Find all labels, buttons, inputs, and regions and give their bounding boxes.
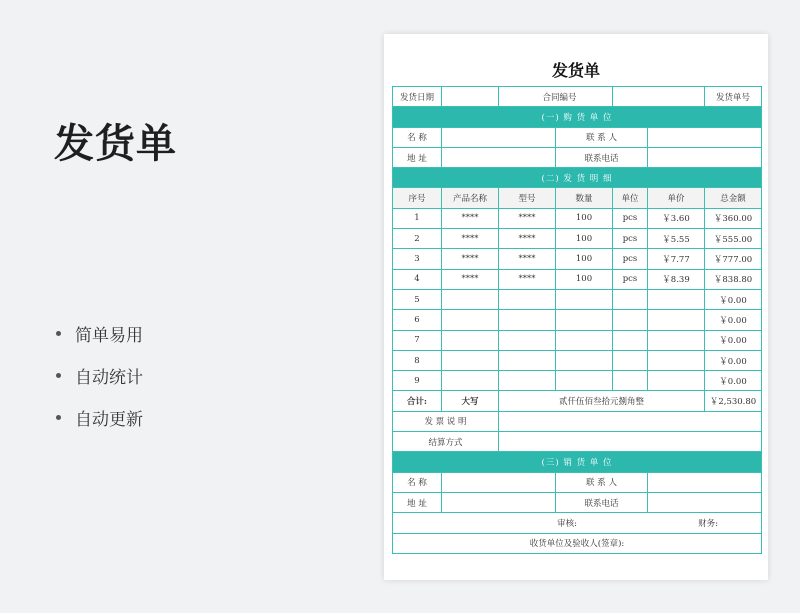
seller-contact-label: 联 系 人 [556,472,648,492]
column-header: 数量 [556,188,613,208]
feature-item [56,396,143,438]
total-label: 合计: [393,391,442,411]
finance-label: 财务: [698,518,718,529]
seller-phone-value[interactable] [648,492,762,512]
table-cell[interactable]: ￥360.00 [705,208,762,228]
buyer-section-row [393,107,762,127]
settlement-label: 结算方式 [393,432,499,452]
contract-label: 合同编号 [499,87,613,107]
seller-name-row [393,472,762,492]
table-cell[interactable]: **** [442,269,499,289]
table-cell[interactable]: ￥838.80 [705,269,762,289]
contract-value[interactable] [613,87,705,107]
buyer-contact-label: 联 系 人 [556,127,648,147]
table-cell[interactable] [499,371,556,391]
table-cell[interactable]: **** [442,229,499,249]
table-row [393,310,762,330]
table-cell[interactable]: pcs [613,269,648,289]
table-cell[interactable] [442,371,499,391]
invoice-value[interactable] [499,411,762,431]
table-cell[interactable]: ￥0.00 [705,310,762,330]
column-header: 型号 [499,188,556,208]
seller-phone-label: 联系电话 [556,492,648,512]
table-cell: 7 [393,330,442,350]
table-cell[interactable]: ￥0.00 [705,289,762,309]
document-title: 发货单 [551,61,600,80]
table-cell[interactable]: **** [442,249,499,269]
table-cell[interactable]: 100 [556,229,613,249]
audit-row [393,513,762,533]
buyer-phone-value[interactable] [648,147,762,167]
table-cell[interactable] [613,330,648,350]
table-cell[interactable]: ￥0.00 [705,330,762,350]
table-cell: 5 [393,289,442,309]
table-cell: 4 [393,269,442,289]
meta-row [393,87,762,107]
receiver-row [393,533,762,553]
table-cell[interactable] [613,289,648,309]
table-row [393,208,762,228]
settlement-row [393,432,762,452]
seller-address-row [393,492,762,512]
table-cell[interactable]: ￥0.00 [705,371,762,391]
table-cell[interactable] [648,330,705,350]
table-cell[interactable] [648,289,705,309]
hero-title: 发货单 [54,121,177,167]
column-header: 序号 [393,188,442,208]
uppercase-label: 大写 [442,391,499,411]
table-cell[interactable]: ￥777.00 [705,249,762,269]
detail-header-row [393,188,762,208]
table-row [393,269,762,289]
bullet-icon [56,415,61,420]
buyer-contact-value[interactable] [648,127,762,147]
table-cell[interactable]: 100 [556,208,613,228]
document-title-wrap [384,58,768,81]
table-row [393,229,762,249]
feature-item [56,354,143,396]
table-row [393,289,762,309]
buyer-section-header: (一) 购 货 单 位 [393,107,762,127]
table-cell[interactable] [613,310,648,330]
table-cell[interactable]: 100 [556,269,613,289]
table-cell[interactable] [499,350,556,370]
buyer-name-label: 名 称 [393,127,442,147]
table-cell[interactable] [556,330,613,350]
table-cell[interactable]: pcs [613,208,648,228]
table-cell[interactable] [499,330,556,350]
buyer-address-label: 地 址 [393,147,442,167]
table-cell[interactable]: **** [442,208,499,228]
detail-section-row [393,168,762,188]
table-cell[interactable] [648,350,705,370]
table-cell: 6 [393,310,442,330]
buyer-address-row [393,147,762,167]
order-label: 发货单号 [705,87,762,107]
column-header: 单价 [648,188,705,208]
total-amount: ￥2,530.80 [705,391,762,411]
table-cell: 3 [393,249,442,269]
table-cell[interactable] [556,371,613,391]
table-cell[interactable]: pcs [613,249,648,269]
table-cell: 2 [393,229,442,249]
seller-name-value[interactable] [442,472,556,492]
bullet-icon [56,373,61,378]
table-cell[interactable]: **** [499,269,556,289]
feature-label: 简单易用 [75,325,143,346]
feature-list [56,312,143,438]
buyer-name-value[interactable] [442,127,556,147]
buyer-phone-label: 联系电话 [556,147,648,167]
invoice-label: 发 票 说 明 [393,411,499,431]
seller-section-header: (三) 销 货 单 位 [393,452,762,472]
table-row [393,371,762,391]
date-value[interactable] [442,87,499,107]
buyer-name-row [393,127,762,147]
table-cell[interactable] [442,310,499,330]
table-cell[interactable]: ￥3.60 [648,208,705,228]
settlement-value[interactable] [499,432,762,452]
table-cell[interactable]: **** [499,249,556,269]
table-cell[interactable]: ￥7.77 [648,249,705,269]
seller-contact-value[interactable] [648,472,762,492]
table-cell[interactable] [648,310,705,330]
feature-label: 自动统计 [75,367,143,388]
table-cell[interactable] [556,350,613,370]
seller-address-label: 地 址 [393,492,442,512]
table-cell[interactable] [499,310,556,330]
column-header: 总金额 [705,188,762,208]
column-header: 单位 [613,188,648,208]
table-cell[interactable]: ￥8.39 [648,269,705,289]
table-cell[interactable] [499,289,556,309]
table-cell[interactable] [442,289,499,309]
table-cell: 1 [393,208,442,228]
uppercase-amount: 贰仟伍佰叁拾元捌角整 [499,391,705,411]
table-cell[interactable] [648,371,705,391]
table-cell[interactable] [442,330,499,350]
table-cell[interactable]: ￥5.55 [648,229,705,249]
feature-item [56,312,143,354]
table-row [393,330,762,350]
detail-section-header: (二) 发 货 明 细 [393,168,762,188]
invoice-row [393,411,762,431]
total-row [393,391,762,411]
invoice-table [392,86,762,554]
column-header: 产品名称 [442,188,499,208]
bullet-icon [56,331,61,336]
table-cell[interactable] [613,371,648,391]
table-cell[interactable] [442,350,499,370]
receiver-label: 收货单位及验收人(签章): [393,533,762,553]
audit-label: 审核: [557,518,577,529]
table-cell[interactable]: ￥555.00 [705,229,762,249]
seller-address-value[interactable] [442,492,556,512]
table-cell[interactable]: **** [499,208,556,228]
table-row [393,249,762,269]
table-cell[interactable]: **** [499,229,556,249]
seller-section-row [393,452,762,472]
table-cell: 9 [393,371,442,391]
seller-name-label: 名 称 [393,472,442,492]
date-label: 发货日期 [393,87,442,107]
table-cell[interactable]: pcs [613,229,648,249]
table-cell[interactable] [556,289,613,309]
table-cell[interactable]: ￥0.00 [705,350,762,370]
table-row [393,350,762,370]
table-cell[interactable] [613,350,648,370]
buyer-address-value[interactable] [442,147,556,167]
table-cell: 8 [393,350,442,370]
table-cell[interactable]: 100 [556,249,613,269]
feature-label: 自动更新 [75,409,143,430]
audit-cell [393,513,762,533]
table-cell[interactable] [556,310,613,330]
